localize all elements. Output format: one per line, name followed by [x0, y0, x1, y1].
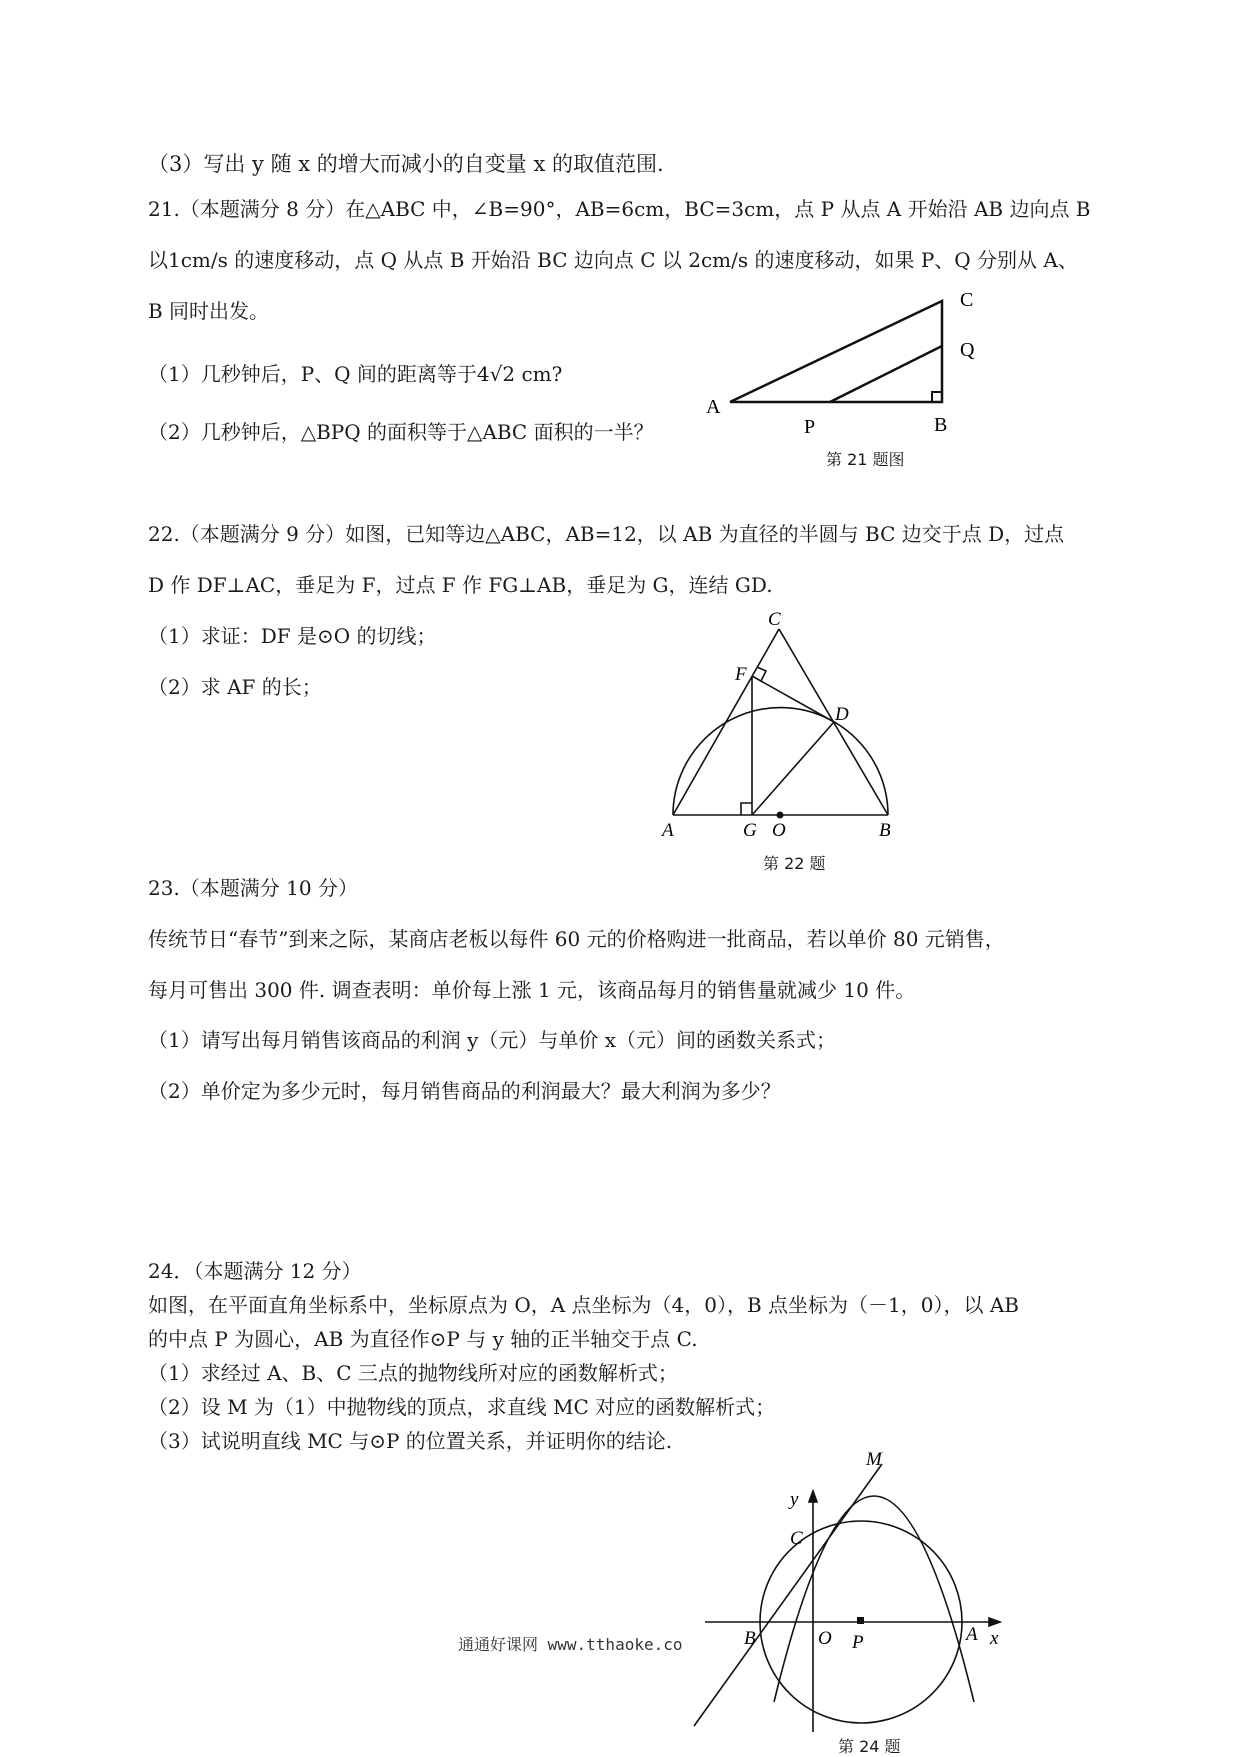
q23-heading: 23.（本题满分 10 分）	[148, 876, 358, 900]
q21-label-b: B	[934, 414, 948, 436]
q24-part2: （2）设 M 为（1）中抛物线的顶点，求直线 MC 对应的函数解析式；	[148, 1395, 776, 1419]
q21-line1: 21.（本题满分 8 分）在△ABC 中，∠B=90°，AB=6cm，BC=3cm，点 P 从点 A 开始沿 AB 边向点 B	[148, 197, 1091, 221]
q21-label-q: Q	[960, 339, 975, 361]
q21-label-p: P	[804, 416, 816, 438]
q24-label-c: C	[790, 1528, 803, 1549]
q23-part2: （2）单价定为多少元时，每月销售商品的利润最大？最大利润为多少？	[148, 1079, 781, 1103]
q24-part1: （1）求经过 A、B、C 三点的抛物线所对应的函数解析式；	[148, 1361, 678, 1385]
q24-line-mc	[694, 1464, 882, 1726]
q21-line3: B 同时出发。	[148, 299, 270, 323]
q21-part1: （1）几秒钟后，P、Q 间的距离等于4√2 cm?	[148, 362, 563, 386]
q22-label-b: B	[879, 820, 891, 841]
q21-label-c: C	[960, 289, 974, 311]
q24-line1: 如图，在平面直角坐标系中，坐标原点为 O，A 点坐标为（4，0），B 点坐标为（－1，0），以 AB	[148, 1293, 1020, 1317]
q23-line1: 传统节日“春节”到来之际，某商店老板以每件 60 元的价格购进一批商品，若以单价 80 元销售，	[148, 927, 1005, 951]
q20-part3: （3）写出 y 随 x 的增大而减小的自变量 x 的取值范围.	[148, 152, 664, 176]
q21-figure-caption: 第 21 题图	[826, 450, 905, 469]
q22-label-g: G	[743, 820, 757, 841]
q24-label-x: x	[990, 1628, 999, 1649]
q23-part1: （1）请写出每月销售该商品的利润 y（元）与单价 x（元）间的函数关系式；	[148, 1028, 837, 1052]
q22-label-o: O	[772, 820, 786, 841]
q24-label-p: P	[852, 1632, 864, 1653]
q22-line1: 22.（本题满分 9 分）如图，已知等边△ABC，AB=12，以 AB 为直径的半圆与 BC 边交于点 D，过点	[148, 522, 1065, 546]
q24-label-m: M	[866, 1449, 882, 1470]
q24-y-arrow	[809, 1491, 817, 1502]
q24-heading: 24．（本题满分 12 分）	[148, 1259, 362, 1283]
q22-label-f: F	[735, 664, 747, 685]
q24-x-arrow	[989, 1618, 1000, 1626]
q23-line2: 每月可售出 300 件. 调查表明：单价每上涨 1 元，该商品每月的销售量就减少 10 件。	[148, 978, 916, 1002]
q22-part1: （1）求证：DF 是⊙O 的切线；	[148, 624, 437, 648]
q24-label-y: y	[790, 1489, 799, 1510]
q24-label-o: O	[818, 1628, 832, 1649]
q24-center-p	[857, 1617, 864, 1624]
q22-label-a: A	[662, 820, 674, 841]
q24-label-b: B	[744, 1628, 756, 1649]
q24-figure-caption: 第 24 题	[838, 1737, 901, 1756]
q24-parabola	[774, 1496, 974, 1702]
q24-line2: 的中点 P 为圆心，AB 为直径作⊙P 与 y 轴的正半轴交于点 C.	[148, 1327, 698, 1351]
q22-line2: D 作 DF⊥AC，垂足为 F，过点 F 作 FG⊥AB，垂足为 G，连结 GD.	[148, 573, 773, 597]
q22-figure-caption: 第 22 题	[763, 854, 826, 873]
q22-label-c: C	[768, 609, 781, 630]
q21-part2: （2）几秒钟后，△BPQ 的面积等于△ABC 面积的一半？	[148, 420, 654, 444]
q24-part3: （3）试说明直线 MC 与⊙P 的位置关系，并证明你的结论.	[148, 1429, 673, 1453]
q21-line2: 以1cm/s 的速度移动，点 Q 从点 B 开始沿 BC 边向点 C 以 2cm/s 的速度移动，如果 P、Q 分别从 A、	[148, 248, 1078, 272]
q21-label-a: A	[706, 396, 721, 418]
site-watermark: 通通好课网 www.tthaoke.co	[458, 1635, 683, 1654]
q22-part2: （2）求 AF 的长；	[148, 675, 322, 699]
q24-label-a: A	[966, 1624, 978, 1645]
q22-label-d: D	[835, 704, 849, 725]
